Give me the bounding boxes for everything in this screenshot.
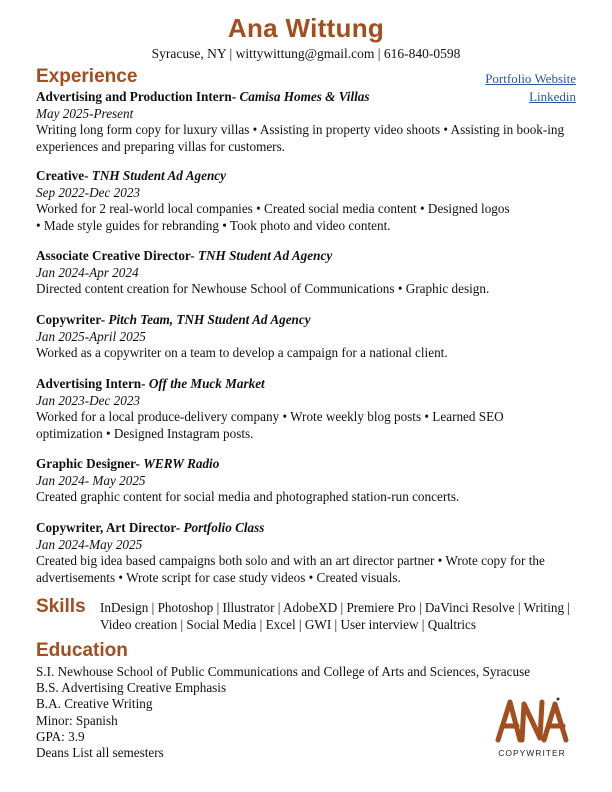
job-dates: Jan 2024- May 2025 <box>36 472 146 488</box>
job-description: Created graphic content for social media and photographed station-run concerts. <box>36 489 460 504</box>
job-dates: May 2025-Present <box>36 105 134 121</box>
job-title: Associate Creative Director- TNH Student Ad Agency <box>36 248 333 263</box>
job-description: Directed content creation for Newhouse School of Communications • Graphic design. <box>36 281 490 296</box>
job-description: Writing long form copy for luxury villas • Assisting in property video shoots • Assisting in book-ing experiences and preparing villas for customers. <box>36 122 565 154</box>
job-entry <box>36 168 576 234</box>
portfolio-link[interactable]: Portfolio Website <box>485 71 576 86</box>
job-title: Graphic Designer- WERW Radio <box>36 456 220 471</box>
education-block <box>36 664 530 761</box>
skills-heading: Skills <box>36 596 86 617</box>
job-description: Worked for a local produce-delivery company • Wrote weekly blog posts • Learned SEO optimization • Designed Instagram posts. <box>36 409 504 441</box>
job-description: Worked for 2 real-world local companies • Created social media content • Designed logos • Made style guides for rebranding • Took photo and video content. <box>36 201 510 233</box>
education-heading: Education <box>36 640 128 661</box>
resume-name: Ana Wittung <box>227 13 385 43</box>
job-description: Created big idea based campaigns both solo and with an art director partner • Wrote copy for the advertisements • Wrote script for case study videos • Created visuals. <box>36 553 545 585</box>
job-title: Copywriter, Art Director- Portfolio Class <box>36 520 265 535</box>
skills-list: InDesign | Photoshop | Illustrator | AdobeXD | Premiere Pro | DaVinci Resolve | Writing | Video creation | Social Media | Excel | GWI | User interview | Qualtrics <box>100 600 570 632</box>
job-title: Copywriter- Pitch Team, TNH Student Ad Agency <box>36 312 311 327</box>
job-dates: Sep 2022-Dec 2023 <box>36 184 141 200</box>
education-line: B.A. Creative Writing <box>36 696 153 712</box>
logo-caption: COPYWRITER <box>498 748 566 758</box>
contact-line: Syracuse, NY | wittywittung@gmail.com | 616-840-0598 <box>151 46 461 61</box>
job-entry <box>36 89 576 155</box>
education-line: GPA: 3.9 <box>36 728 85 744</box>
job-entry <box>36 312 576 362</box>
job-dates: Jan 2024-May 2025 <box>36 536 143 552</box>
job-dates: Jan 2025-April 2025 <box>36 328 146 344</box>
education-line: Deans List all semesters <box>36 745 164 761</box>
education-line: B.S. Advertising Creative Emphasis <box>36 680 227 696</box>
job-dates: Jan 2023-Dec 2023 <box>36 392 141 408</box>
job-title: Advertising Intern- Off the Muck Market <box>36 376 265 391</box>
linkedin-link[interactable]: Linkedin <box>529 89 576 104</box>
job-entry <box>36 376 576 442</box>
job-title: Advertising and Production Intern- Camisa Homes & Villas <box>36 89 370 104</box>
job-title: Creative- TNH Student Ad Agency <box>36 168 226 183</box>
education-line: S.I. Newhouse School of Public Communications and College of Arts and Sciences, Syracuse <box>36 664 531 679</box>
job-entry <box>36 248 576 298</box>
job-description: Worked as a copywriter on a team to develop a campaign for a national client. <box>36 345 448 360</box>
job-dates: Jan 2024-Apr 2024 <box>36 264 139 280</box>
experience-heading: Experience <box>36 66 138 87</box>
education-line: Minor: Spanish <box>36 712 118 728</box>
job-entry <box>36 456 576 506</box>
job-entry <box>36 520 576 586</box>
ana-copywriter-logo <box>492 696 572 768</box>
